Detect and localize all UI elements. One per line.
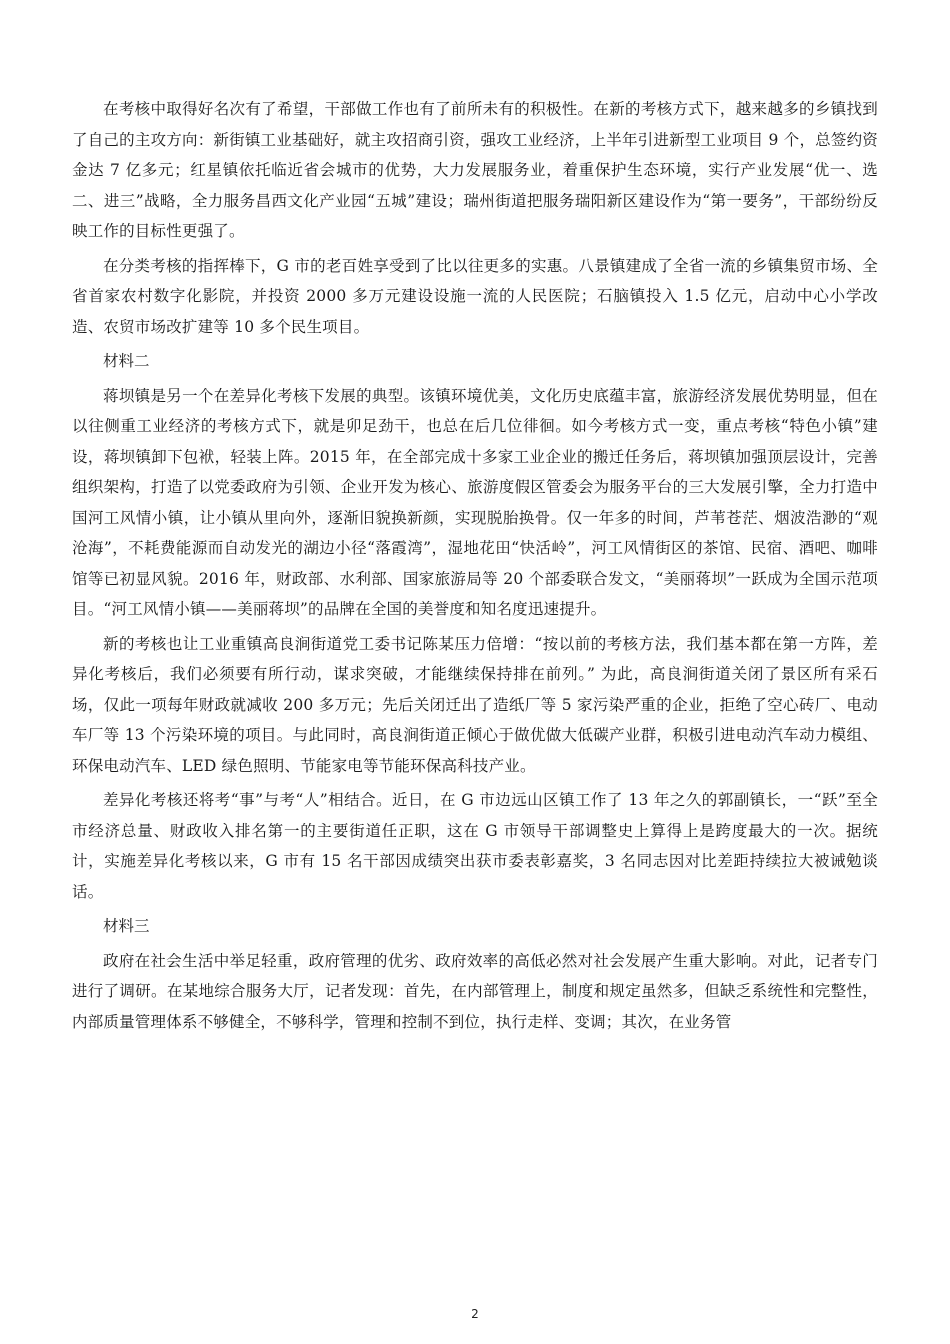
page-number: 2 — [471, 1307, 479, 1321]
paragraph-government-management: 政府在社会生活中举足轻重，政府管理的优劣、政府效率的高低必然对社会发展产生重大影响。对此，记者专门进行了调研。在某地综合服务大厅，记者发现：首先，在内部管理上，制度和规定虽然多，但缺乏系统性和完整性，内部质量管理体系不够健全，不够科学，管理和控制不到位，执行走样、变调；其次，在业务管 — [72, 951, 878, 1031]
paragraph-classified-assessment: 在分类考核的指挥棒下，G 市的老百姓享受到了比以往更多的实惠。八景镇建成了全省一流的乡镇集贸市场、全省首家农村数字化影院，并投资 2000 多万元建设设施一流的人民医院；石脑镇投入 1.5 亿元，启动中心小学改造、农贸市场改扩建等 10 多个民生项目。 — [72, 256, 878, 336]
document-body — [72, 94, 878, 1041]
paragraph-differentiated-assessment: 差异化考核还将考“事”与考“人”相结合。近日，在 G 市边远山区镇工作了 13 年之久的郭副镇长，一“跃”至全市经济总量、财政收入排名第一的主要街道任正职，这在 G 市领导干部调整史上算得上是跨度最大的一次。据统计，实施差异化考核以来，G 市有 15 名干部因成绩突出获市委表彰嘉奖，3 名同志因对比差距持续拉大被诫勉谈话。 — [72, 791, 878, 901]
section-heading-material-2: 材料二 — [103, 352, 150, 370]
section-heading-material-3: 材料三 — [103, 917, 150, 935]
paragraph-gaoliangjian-street: 新的考核也让工业重镇高良涧街道党工委书记陈某压力倍增：“按以前的考核方法，我们基本都在第一方阵，差异化考核后，我们必须要有所行动，谋求突破，才能继续保持排在前列。” 为此，高良涧街道关闭了景区所有采石场，仅此一项每年财政就减收 200 多万元；先后关闭迁出了造纸厂等 5 家污染严重的企业，拒绝了空心砖厂、电动车厂等 13 个污染环境的项目。与此同时，高良涧街道正倾心于做优做大低碳产业群，积极引进电动汽车动力模组、环保电动汽车、LED 绿色照明、节能家电等节能环保高科技产业。 — [72, 634, 878, 775]
paragraph-assessment-ranking: 在考核中取得好名次有了希望，干部做工作也有了前所未有的积极性。在新的考核方式下，越来越多的乡镇找到了自己的主攻方向：新街镇工业基础好，就主攻招商引资，强攻工业经济，上半年引进新型工业项目 9 个，总签约资金达 7 亿多元；红星镇依托临近省会城市的优势，大力发展服务业，着重保护生态环境，实行产业发展“优一、选二、进三”战略，全力服务昌西文化产业园“五城”建设；瑞州街道把服务瑞阳新区建设作为“第一要务”，干部纷纷反映工作的目标性更强了。 — [72, 100, 878, 240]
paragraph-jiangba-town: 蒋坝镇是另一个在差异化考核下发展的典型。该镇环境优美，文化历史底蕴丰富，旅游经济发展优势明显，但在以往侧重工业经济的考核方式下，就是卯足劲干，也总在后几位徘徊。如今考核方式一变，重点考核“特色小镇”建设，蒋坝镇卸下包袱，轻装上阵。2015 年，在全部完成十多家工业企业的搬迁任务后，蒋坝镇加强顶层设计，完善组织架构，打造了以党委政府为引领、企业开发为核心、旅游度假区管委会为服务平台的三大发展引擎，全力打造中国河工风情小镇，让小镇从里向外，逐渐旧貌换新颜，实现脱胎换骨。仅一年多的时间，芦苇苍茫、烟波浩渺的“观沧海”，不耗费能源而自动发光的湖边小径“落霞湾”，湿地花田“快活岭”，河工风情街区的茶馆、民宿、酒吧、咖啡馆等已初显风貌。2016 年，财政部、水利部、国家旅游局等 20 个部委联合发文，“美丽蒋坝”一跃成为全国示范项目。“河工风情小镇——美丽蒋坝”的品牌在全国的美誉度和知名度迅速提升。 — [72, 386, 878, 618]
